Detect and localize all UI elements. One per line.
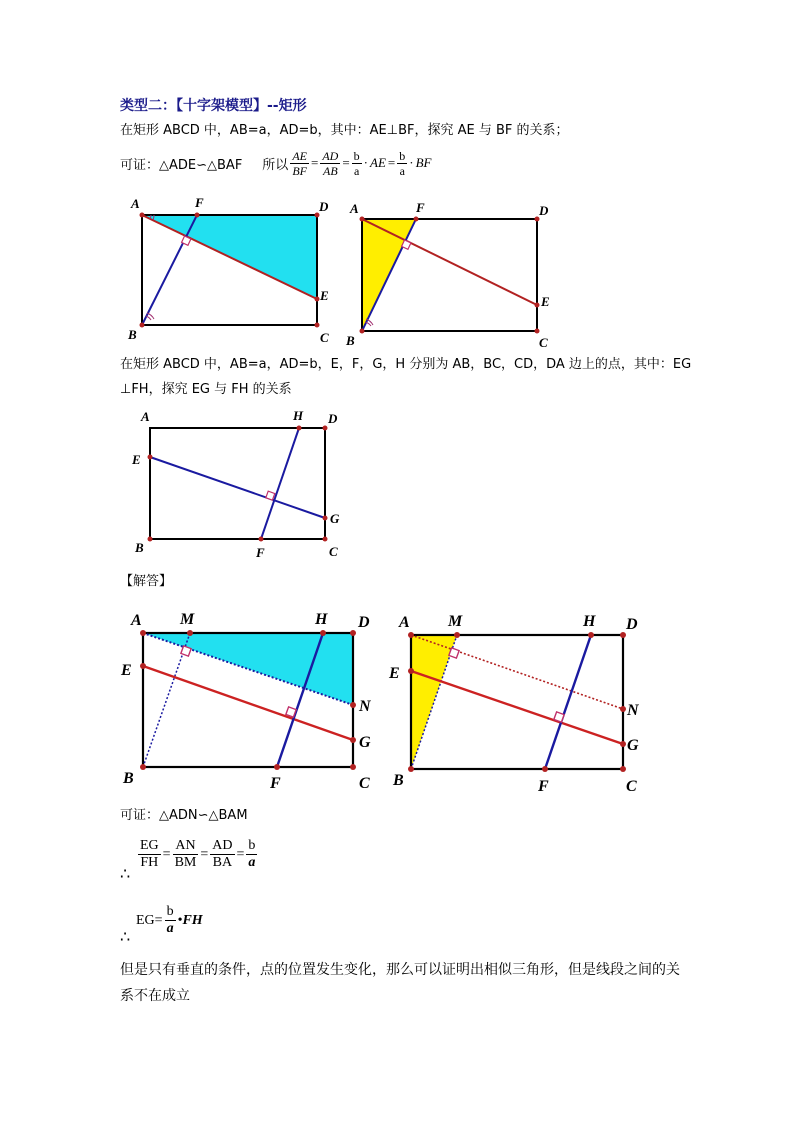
- label-E: E: [541, 294, 550, 309]
- figure2-line-EG: [150, 457, 325, 518]
- label-F: F: [195, 195, 204, 210]
- conclusion-paragraph: 但是只有垂直的条件，点的位置发生变化，那么可以证明出相似三角形，但是线段之间的关系不在成立: [120, 962, 680, 1004]
- figure1-left: [125, 192, 345, 347]
- vertex-point: [140, 630, 146, 636]
- label-C: C: [359, 775, 370, 792]
- vertex-point: [414, 217, 419, 222]
- problem1-fraction-ae-bf: $\frac{AE}{BF}$: [292, 148, 307, 178]
- vertex-point: [350, 630, 356, 636]
- vertex-point: [148, 455, 153, 460]
- vertex-point: [195, 213, 200, 218]
- dot-operator: ·: [409, 155, 414, 170]
- label-H: H: [315, 611, 328, 628]
- label-B: B: [393, 772, 404, 789]
- vertex-point: [408, 668, 414, 674]
- fraction-an-bm: $\frac{AN}{BM}$: [174, 838, 197, 870]
- label-E: E: [389, 665, 400, 682]
- problem1-mid-term: AE: [370, 155, 386, 170]
- problem1-proof-line: [120, 146, 431, 180]
- label-E: E: [132, 452, 141, 467]
- label-G: G: [359, 734, 371, 751]
- vertex-point: [542, 766, 548, 772]
- vertex-point: [408, 766, 414, 772]
- problem2-statement-line1: 在矩形 ABCD 中，AB=a，AD=b，E，F，G，H 分别为 AB，BC，CD，DA 边上的点，其中：EG: [120, 357, 692, 372]
- label-B: B: [135, 540, 144, 555]
- vertex-point: [350, 702, 356, 708]
- label-N: N: [627, 702, 639, 719]
- fraction-b-a-eg: $\frac{b}{a}$: [166, 904, 174, 936]
- label-F: F: [416, 200, 425, 215]
- vertex-point: [350, 764, 356, 770]
- figure1-left-line-BF: [142, 215, 197, 325]
- problem1-fraction-ad-ab: $\frac{AD}{AB}$: [322, 148, 339, 178]
- vertex-point: [360, 329, 365, 334]
- label-N: N: [359, 698, 371, 715]
- vertex-point: [315, 323, 320, 328]
- vertex-point: [323, 516, 328, 521]
- vertex-point: [140, 663, 146, 669]
- figure3-right: [385, 607, 660, 797]
- label-A: A: [399, 614, 410, 631]
- problem1-end-term: BF: [415, 155, 432, 170]
- problem1-fraction-b-a: $\frac{b}{a}$: [353, 148, 360, 178]
- label-M: M: [180, 611, 195, 628]
- label-D: D: [319, 199, 329, 214]
- solution-header: 【解答】: [120, 574, 173, 589]
- label-C: C: [539, 335, 548, 350]
- label-B: B: [128, 327, 137, 342]
- vertex-point: [454, 632, 460, 638]
- figure3-right-line-FH: [545, 635, 591, 769]
- vertex-point: [323, 537, 328, 542]
- equals-sign: =: [236, 846, 245, 862]
- proof2-eg-equation: [136, 904, 203, 937]
- label-D: D: [539, 203, 549, 218]
- figure3-left: [115, 605, 385, 795]
- problem1-so-label: 所以: [262, 157, 289, 173]
- proof2-statement: 可证：△ADN∽△BAM: [120, 808, 248, 823]
- bullet-operator: •: [177, 912, 183, 928]
- label-H: H: [293, 408, 304, 423]
- label-G: G: [627, 737, 639, 754]
- figure1-right: [340, 196, 570, 351]
- label-A: A: [141, 409, 150, 424]
- vertex-point: [274, 764, 280, 770]
- label-E: E: [320, 288, 329, 303]
- equals-sign: =: [310, 155, 319, 170]
- equals-sign: =: [162, 846, 171, 862]
- dot-operator: ·: [363, 155, 369, 170]
- figure2-right-angle: [266, 491, 275, 500]
- vertex-point: [408, 632, 414, 638]
- proof2-ratio-equation: [136, 838, 259, 871]
- label-D: D: [358, 614, 370, 631]
- figure2-rectangle: [150, 428, 325, 539]
- figure2: [125, 405, 355, 565]
- label-H: H: [583, 613, 596, 630]
- vertex-point: [140, 764, 146, 770]
- problem1-proof-prefix: 可证：△ADE∽△BAF: [120, 157, 243, 173]
- vertex-point: [140, 323, 145, 328]
- label-E: E: [121, 662, 132, 679]
- vertex-point: [323, 426, 328, 431]
- figure3-right-right-angle-center: [554, 712, 564, 722]
- vertex-point: [535, 329, 540, 334]
- label-A: A: [350, 201, 359, 216]
- label-C: C: [320, 330, 329, 345]
- label-B: B: [346, 333, 355, 348]
- vertex-point: [360, 217, 365, 222]
- title-prefix: 类型二：: [120, 98, 176, 114]
- fraction-eg-fh: $\frac{EG}{FH}$: [140, 838, 159, 870]
- figure2-line-FH: [261, 428, 299, 539]
- equals-sign: =: [342, 155, 350, 170]
- problem2-statement-line2: ⊥FH，探究 EG 与 FH 的关系: [120, 382, 292, 397]
- label-F: F: [256, 545, 265, 560]
- therefore-symbol-2: ∴: [120, 929, 131, 946]
- title-bracket: 【十字架模型】: [176, 98, 267, 114]
- figure3-right-right-angle-m: [449, 648, 459, 658]
- label-G: G: [330, 511, 340, 526]
- vertex-point: [620, 741, 626, 747]
- fraction-ad-ba: $\frac{AD}{BA}$: [212, 838, 233, 870]
- label-F: F: [538, 778, 549, 795]
- figure3-left-right-angle-m: [181, 646, 191, 656]
- vertex-point: [259, 537, 264, 542]
- equals-sign: =: [387, 155, 396, 170]
- figure3-left-right-angle-center: [286, 707, 296, 717]
- label-C: C: [329, 544, 338, 559]
- vertex-point: [187, 630, 193, 636]
- eg-rhs: FH: [182, 912, 203, 928]
- label-F: F: [270, 775, 281, 792]
- eg-lhs: EG=: [136, 912, 163, 928]
- problem1-fraction-b-a-2: $\frac{b}{a}$: [399, 148, 406, 178]
- title-suffix: --矩形: [267, 98, 307, 114]
- vertex-point: [588, 632, 594, 638]
- vertex-point: [535, 303, 540, 308]
- label-C: C: [626, 778, 637, 795]
- vertex-point: [620, 706, 626, 712]
- equals-sign: =: [200, 846, 209, 862]
- vertex-point: [620, 766, 626, 772]
- vertex-point: [148, 537, 153, 542]
- problem1-statement: 在矩形 ABCD 中，AB=a，AD=b，其中：AE⊥BF，探究 AE 与 BF 的关系；: [120, 123, 569, 138]
- label-D: D: [328, 411, 338, 426]
- fraction-b-a: $\frac{b}{a}$: [248, 838, 256, 870]
- label-M: M: [448, 613, 463, 630]
- label-B: B: [123, 770, 134, 787]
- label-A: A: [131, 612, 142, 629]
- vertex-point: [350, 737, 356, 743]
- vertex-point: [140, 213, 145, 218]
- label-D: D: [626, 616, 638, 633]
- vertex-point: [297, 426, 302, 431]
- vertex-point: [315, 297, 320, 302]
- label-A: A: [131, 196, 140, 211]
- therefore-symbol-1: ∴: [120, 866, 131, 883]
- vertex-point: [320, 630, 326, 636]
- figure3-right-line-EG: [411, 671, 623, 744]
- section-title: [120, 98, 307, 114]
